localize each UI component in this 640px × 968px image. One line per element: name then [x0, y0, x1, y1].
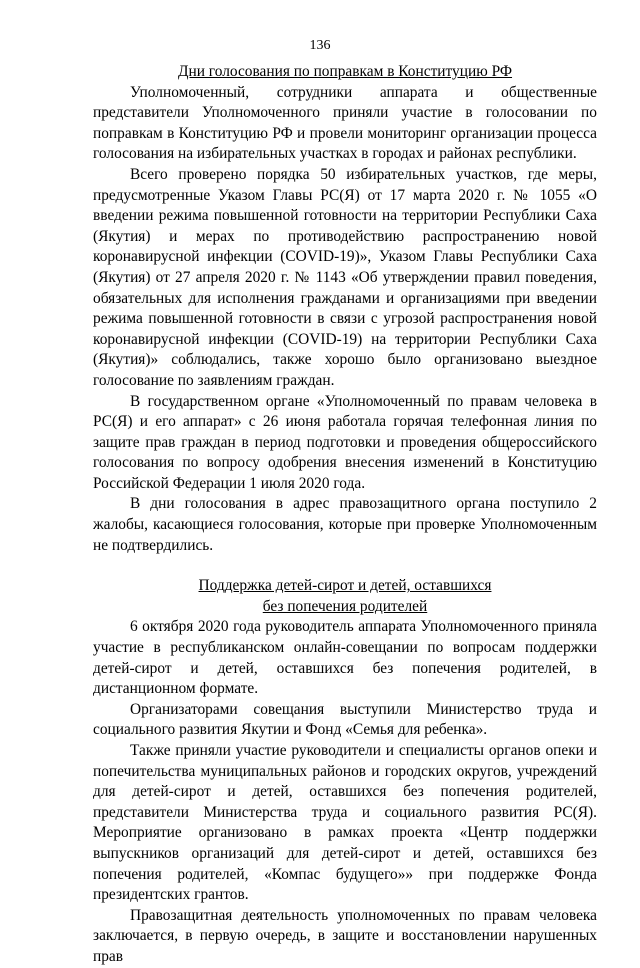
section-heading-line-2: без попечения родителей — [262, 597, 428, 615]
paragraph: 6 октября 2020 года руководитель аппарата Уполномоченного приняла участие в республиканском онлайн-совещании по вопросам поддержки детей-сирот и детей, оставшихся без попечения родителей, в дистанционном формате. — [93, 618, 597, 698]
paragraph: Правозащитная деятельность уполномоченных по правам человека заключается, в первую очередь, в защите и восстановлении нарушенных прав — [93, 906, 597, 965]
paragraph: Организаторами совещания выступили Министерство труда и социального развития Якутии и Фонд «Семья для ребенка». — [93, 700, 597, 739]
section-heading-voting: Дни голосования по поправкам в Конституцию РФ — [177, 63, 513, 80]
section-heading-orphans — [93, 576, 597, 617]
paragraph: В государственном органе «Уполномоченный по правам человека в РС(Я) и его аппарат» с 26 июня работала горячая телефонная линия по защите прав граждан в период подготовки и проведения общероссийского голосования по вопросу одобрения внесения изменений в Конституцию Российской Федерации 1 июля 2020 года. — [93, 392, 597, 492]
paragraph: Всего проверено порядка 50 избирательных участков, где меры, предусмотренные Указом Главы РС(Я) от 17 марта 2020 г. № 1055 «О введении режима повышенной готовности на территории Республики Саха (Якутия) и мерах по противодействию распространению новой коронавирусной инфекции (COVID-19)», Указом Главы Республики Саха (Якутия) от 27 апреля 2020 г. № 1143 «Об утверждении правил поведения, обязательных для исполнения гражданами и организациями при введении режима повышенной готовности в связи с угрозой распространения новой коронавирусной инфекции (COVID-19) на территории Республики Саха (Якутия)» соблюдались, также хорошо было организовано выездное голосование по заявлениям граждан. — [93, 165, 597, 389]
paragraph: В дни голосования в адрес правозащитного органа поступило 2 жалобы, касающиеся голосования, которые при проверке Уполномоченным не подтвердились. — [93, 495, 597, 554]
paragraph: Уполномоченный, сотрудники аппарата и общественные представители Уполномоченного приняли участие в голосовании по поправкам в Конституцию РФ и провели мониторинг организации процесса голосования на избирательных участках в городах и районах республики. — [93, 83, 597, 163]
section-spacer — [93, 556, 597, 576]
page-content — [93, 62, 597, 968]
paragraph: Также приняли участие руководители и специалисты органов опеки и попечительства муниципальных районов и городских округов, учреждений для детей-сирот и детей, оставшихся без попечения родителей, представители Министерства труда и социального развития РС(Я). Мероприятие организовано в рамках проекта «Центр поддержки выпускников организаций для детей-сирот и детей, оставшихся без попечения родителей, «Компас будущего»» при поддержке Фонда президентских грантов. — [93, 742, 597, 904]
page-number: 136 — [309, 38, 331, 53]
section-heading-line-1: Поддержка детей-сирот и детей, оставшихся — [198, 577, 492, 595]
